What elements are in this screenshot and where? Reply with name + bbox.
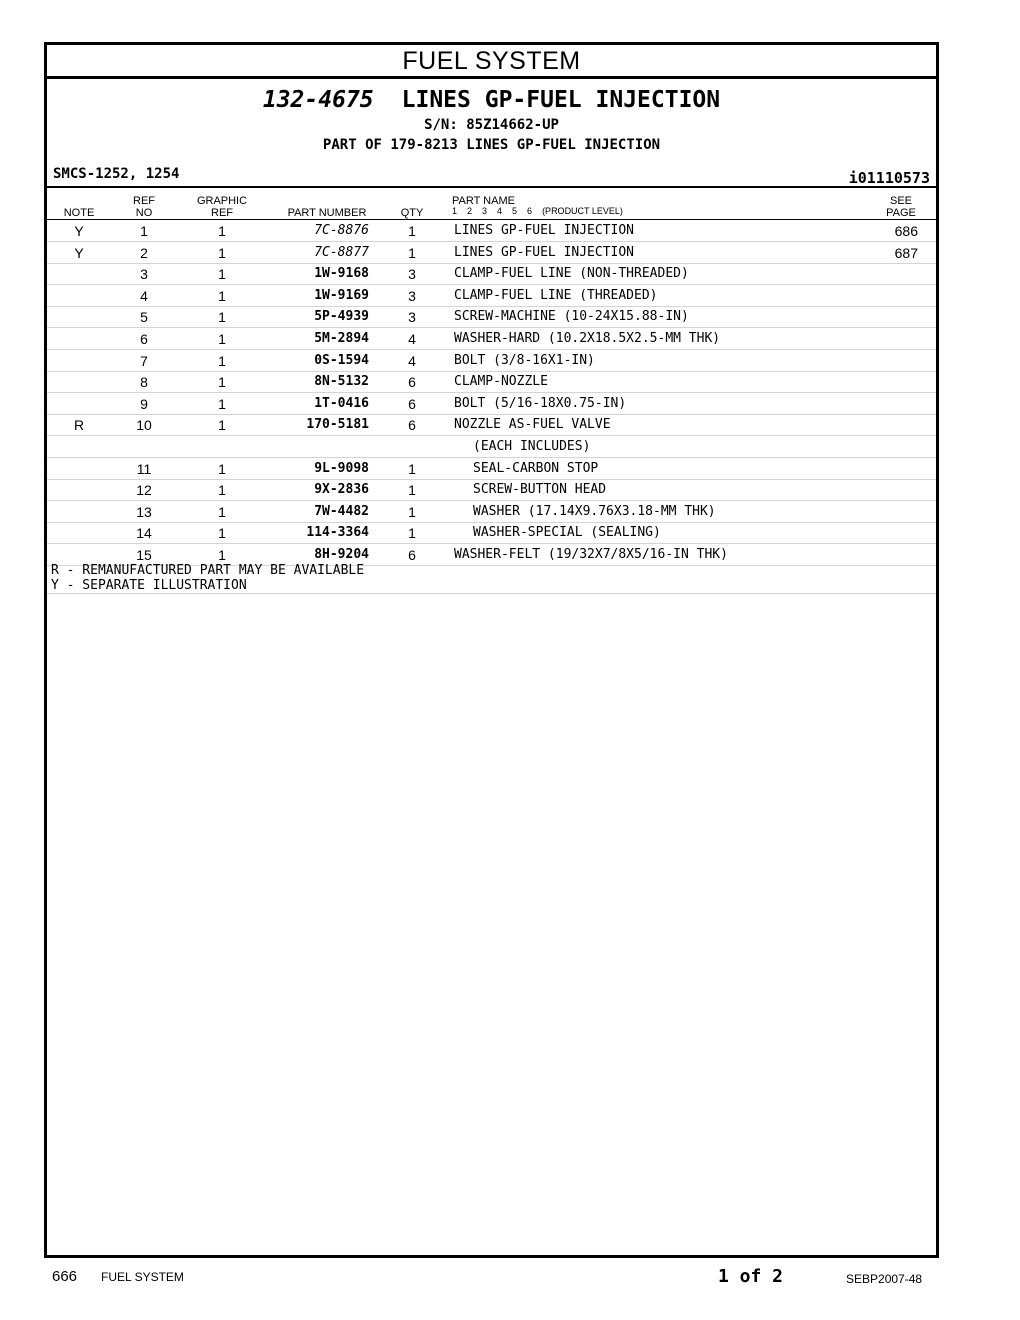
table-row bbox=[47, 371, 936, 393]
cell-ref-no: 3 bbox=[140, 266, 148, 283]
product-level-header: 1 2 3 4 5 6 (PRODUCT LEVEL) bbox=[452, 206, 623, 216]
cell-part-name: BOLT (5/16-18X0.75-IN) bbox=[454, 395, 627, 411]
table-row bbox=[47, 393, 936, 415]
cell-part-number: 8H-9204 bbox=[314, 547, 369, 562]
cell-part-number: 7C-8877 bbox=[314, 244, 369, 260]
cell-part-name: LINES GP-FUEL INJECTION bbox=[454, 244, 635, 260]
group-name: LINES GP-FUEL INJECTION bbox=[401, 87, 721, 113]
column-header-graphic-ref: GRAPHIC REF bbox=[196, 195, 248, 219]
cell-ref-no: 14 bbox=[136, 525, 152, 542]
column-header-ref-no: REF NO bbox=[133, 195, 155, 219]
cell-part-number: 170-5181 bbox=[306, 417, 369, 433]
group-number: 132-4675 bbox=[262, 87, 374, 113]
cell-ref-no: 7 bbox=[140, 352, 148, 369]
cell-graphic-ref: 1 bbox=[218, 287, 226, 304]
cell-qty: 1 bbox=[408, 244, 416, 261]
cell-graphic-ref: 1 bbox=[218, 547, 226, 563]
cell-ref-no: 15 bbox=[136, 547, 152, 563]
column-header-part-name: PART NAME bbox=[452, 195, 515, 207]
footer-section: FUEL SYSTEM bbox=[101, 1270, 184, 1284]
cell-qty: 6 bbox=[408, 374, 416, 391]
cell-part-number: 5M-2894 bbox=[314, 331, 369, 346]
cell-ref-no: 5 bbox=[140, 309, 148, 326]
cell-qty: 6 bbox=[408, 547, 416, 563]
cell-graphic-ref: 1 bbox=[218, 395, 226, 412]
part-of-line: PART OF 179-8213 LINES GP-FUEL INJECTION bbox=[322, 137, 661, 153]
cell-note: Y bbox=[74, 223, 84, 239]
cell-qty: 4 bbox=[408, 331, 416, 347]
table-row bbox=[47, 436, 936, 458]
cell-part-name: CLAMP-FUEL LINE (THREADED) bbox=[454, 287, 658, 303]
cell-qty: 1 bbox=[408, 503, 416, 520]
serial-number: S/N: 85Z14662-UP bbox=[424, 117, 559, 133]
cell-graphic-ref: 1 bbox=[218, 309, 226, 326]
cell-note: R bbox=[73, 417, 85, 434]
cell-graphic-ref: 1 bbox=[218, 266, 226, 283]
cell-note: Y bbox=[74, 244, 84, 261]
cell-part-number: 0S-1594 bbox=[314, 352, 369, 368]
cell-part-name: BOLT (3/8-16X1-IN) bbox=[454, 352, 595, 368]
cell-qty: 4 bbox=[408, 352, 416, 369]
cell-part-name: SEAL-CARBON STOP bbox=[473, 460, 599, 476]
cell-see-page: 687 bbox=[894, 244, 918, 261]
cell-part-number: 7C-8876 bbox=[314, 223, 369, 238]
cell-qty: 1 bbox=[408, 223, 416, 239]
cell-ref-no: 1 bbox=[140, 223, 148, 239]
cell-part-name: WASHER (17.14X9.76X3.18-MM THK) bbox=[473, 503, 716, 519]
cell-graphic-ref: 1 bbox=[218, 223, 226, 239]
cell-qty: 1 bbox=[408, 525, 416, 542]
note-r: R - REMANUFACTURED PART MAY BE AVAILABLE bbox=[51, 563, 365, 578]
cell-part-name: WASHER-HARD (10.2X18.5X2.5-MM THK) bbox=[454, 331, 721, 346]
table-row bbox=[47, 350, 936, 372]
header-divider bbox=[47, 186, 936, 188]
cell-graphic-ref: 1 bbox=[218, 352, 226, 369]
footer-page-number: 666 bbox=[52, 1268, 78, 1285]
footer-document-number: SEBP2007-48 bbox=[846, 1272, 923, 1286]
footer-page-count: 1 of 2 bbox=[718, 1266, 784, 1287]
table-row bbox=[47, 263, 936, 285]
smcs-codes: SMCS-1252, 1254 bbox=[53, 166, 180, 182]
illustration-id: i01110573 bbox=[848, 169, 930, 187]
table-row bbox=[47, 458, 936, 480]
cell-part-number: 1W-9169 bbox=[314, 287, 369, 303]
cell-graphic-ref: 1 bbox=[218, 482, 226, 499]
cell-graphic-ref: 1 bbox=[218, 503, 226, 520]
table-row bbox=[47, 501, 936, 523]
cell-ref-no: 13 bbox=[136, 503, 152, 520]
cell-part-number: 114-3364 bbox=[306, 525, 369, 541]
cell-part-name: SCREW-MACHINE (10-24X15.88-IN) bbox=[454, 309, 689, 325]
cell-ref-no: 10 bbox=[136, 417, 152, 434]
table-row bbox=[47, 328, 936, 350]
cell-part-number: 8N-5132 bbox=[314, 374, 369, 390]
cell-part-name: CLAMP-FUEL LINE (NON-THREADED) bbox=[454, 266, 689, 282]
cell-qty: 6 bbox=[408, 395, 416, 412]
cell-part-number: 7W-4482 bbox=[314, 503, 369, 519]
table-row bbox=[47, 522, 936, 544]
cell-qty: 1 bbox=[408, 482, 416, 499]
cell-graphic-ref: 1 bbox=[218, 525, 226, 542]
parts-list-frame bbox=[44, 42, 939, 1258]
cell-qty: 6 bbox=[408, 417, 416, 434]
cell-part-name: WASHER-SPECIAL (SEALING) bbox=[473, 525, 661, 541]
cell-qty: 3 bbox=[408, 287, 416, 304]
cell-graphic-ref: 1 bbox=[218, 374, 226, 391]
cell-part-number: 9L-9098 bbox=[314, 460, 369, 476]
cell-ref-no: 6 bbox=[140, 331, 148, 347]
cell-qty: 3 bbox=[408, 309, 416, 326]
cell-ref-no: 9 bbox=[140, 395, 148, 412]
cell-graphic-ref: 1 bbox=[218, 417, 226, 434]
cell-part-name: WASHER-FELT (19/32X7/8X5/16-IN THK) bbox=[454, 547, 728, 562]
column-header-see-page: SEE PAGE bbox=[886, 195, 916, 219]
cell-part-name: LINES GP-FUEL INJECTION bbox=[454, 223, 635, 238]
cell-part-name: NOZZLE AS-FUEL VALVE bbox=[454, 417, 611, 433]
cell-part-name: CLAMP-NOZZLE bbox=[454, 374, 548, 390]
note-y: Y - SEPARATE ILLUSTRATION bbox=[51, 578, 247, 593]
cell-part-name: (EACH INCLUDES) bbox=[473, 439, 591, 454]
table-row bbox=[47, 242, 936, 264]
cell-part-number: 9X-2836 bbox=[314, 482, 369, 498]
section-title: FUEL SYSTEM bbox=[47, 45, 936, 79]
cell-part-number: 1T-0416 bbox=[314, 395, 369, 411]
cell-graphic-ref: 1 bbox=[218, 460, 226, 477]
cell-part-number: 5P-4939 bbox=[314, 309, 369, 325]
notes-divider bbox=[47, 593, 936, 594]
cell-graphic-ref: 1 bbox=[218, 244, 226, 261]
table-row bbox=[47, 285, 936, 307]
cell-part-name: SCREW-BUTTON HEAD bbox=[473, 482, 607, 498]
cell-qty: 3 bbox=[408, 266, 416, 283]
cell-ref-no: 8 bbox=[140, 374, 148, 391]
group-title bbox=[47, 87, 936, 113]
table-row bbox=[47, 479, 936, 501]
notes-legend bbox=[51, 563, 364, 593]
cell-part-number: 1W-9168 bbox=[314, 266, 369, 282]
cell-ref-no: 12 bbox=[136, 482, 152, 499]
table-row bbox=[47, 414, 936, 436]
cell-graphic-ref: 1 bbox=[218, 331, 226, 347]
column-header-qty: QTY bbox=[400, 207, 424, 219]
table-row bbox=[47, 220, 936, 242]
table-row bbox=[47, 306, 936, 328]
column-header-note: NOTE bbox=[63, 207, 95, 219]
cell-ref-no: 4 bbox=[140, 287, 148, 304]
cell-see-page: 686 bbox=[894, 223, 918, 239]
cell-ref-no: 11 bbox=[136, 460, 152, 477]
cell-ref-no: 2 bbox=[140, 244, 148, 261]
cell-qty: 1 bbox=[408, 460, 416, 477]
column-header-part-number: PART NUMBER bbox=[287, 207, 367, 219]
